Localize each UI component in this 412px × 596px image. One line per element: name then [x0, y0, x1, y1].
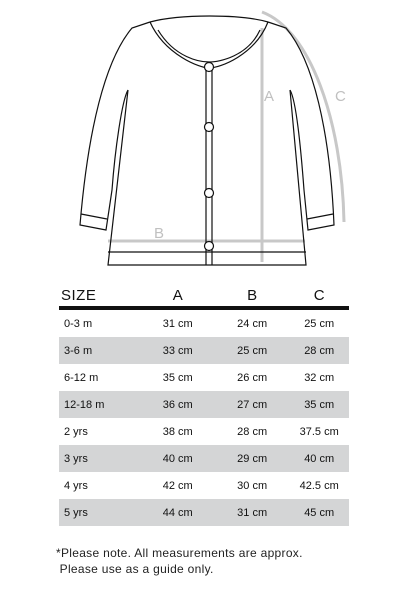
a-cell: 33 cm: [141, 337, 215, 364]
a-cell: 36 cm: [141, 391, 215, 418]
size-cell: 12-18 m: [59, 391, 141, 418]
c-cell: 42.5 cm: [299, 479, 339, 492]
b-cell: 31 cm: [215, 499, 289, 526]
c-cell: 45 cm: [289, 499, 349, 526]
label-b: B: [154, 225, 165, 242]
size-cell: 3-6 m: [59, 337, 141, 364]
a-cell: 38 cm: [162, 425, 193, 438]
b-cell: 26 cm: [237, 371, 268, 384]
b-cell: 28 cm: [237, 425, 268, 438]
c-cell: 32 cm: [304, 371, 335, 384]
label-c: C: [335, 88, 346, 105]
c-cell: 25 cm: [304, 317, 335, 330]
header-c: C: [313, 287, 325, 304]
b-cell: 30 cm: [237, 479, 268, 492]
size-cell: 3 yrs: [59, 445, 141, 472]
a-cell: 31 cm: [162, 317, 193, 330]
size-cell: 2 yrs: [64, 425, 88, 438]
size-cell: 5 yrs: [59, 499, 141, 526]
size-cell: 0-3 m: [64, 317, 93, 330]
header-b: B: [247, 287, 258, 304]
note-line-1: *Please note. All measurements are approx.: [56, 546, 303, 560]
a-cell: 42 cm: [162, 479, 193, 492]
header-a: A: [172, 287, 183, 304]
a-cell: 35 cm: [162, 371, 193, 384]
c-cell: 37.5 cm: [299, 425, 339, 438]
cardigan-diagram: [0, 0, 412, 280]
size-cell: 4 yrs: [64, 479, 88, 492]
c-cell: 35 cm: [289, 391, 349, 418]
b-cell: 29 cm: [215, 445, 289, 472]
c-cell: 28 cm: [289, 337, 349, 364]
button-icon: [205, 123, 214, 132]
c-cell: 40 cm: [289, 445, 349, 472]
button-icon: [205, 63, 214, 72]
a-cell: 40 cm: [141, 445, 215, 472]
table-row: [59, 310, 349, 337]
table-row: [59, 472, 349, 499]
button-icon: [205, 189, 214, 198]
b-cell: 25 cm: [215, 337, 289, 364]
button-icon: [205, 242, 214, 251]
table-row: [59, 364, 349, 391]
table-row: [59, 445, 349, 472]
b-cell: 27 cm: [215, 391, 289, 418]
a-cell: 44 cm: [141, 499, 215, 526]
table-row: [59, 337, 349, 364]
label-a: A: [264, 88, 275, 105]
table-row: [59, 499, 349, 526]
size-chart-table: [59, 284, 349, 526]
table-row: [59, 418, 349, 445]
cardigan-outline: [80, 16, 334, 265]
b-cell: 24 cm: [237, 317, 268, 330]
table-header-row: [59, 284, 349, 306]
header-size: SIZE: [61, 287, 97, 304]
disclaimer-note: [56, 545, 303, 577]
note-line-2: Please use as a guide only.: [56, 562, 214, 576]
table-row: [59, 391, 349, 418]
size-cell: 6-12 m: [64, 371, 99, 384]
